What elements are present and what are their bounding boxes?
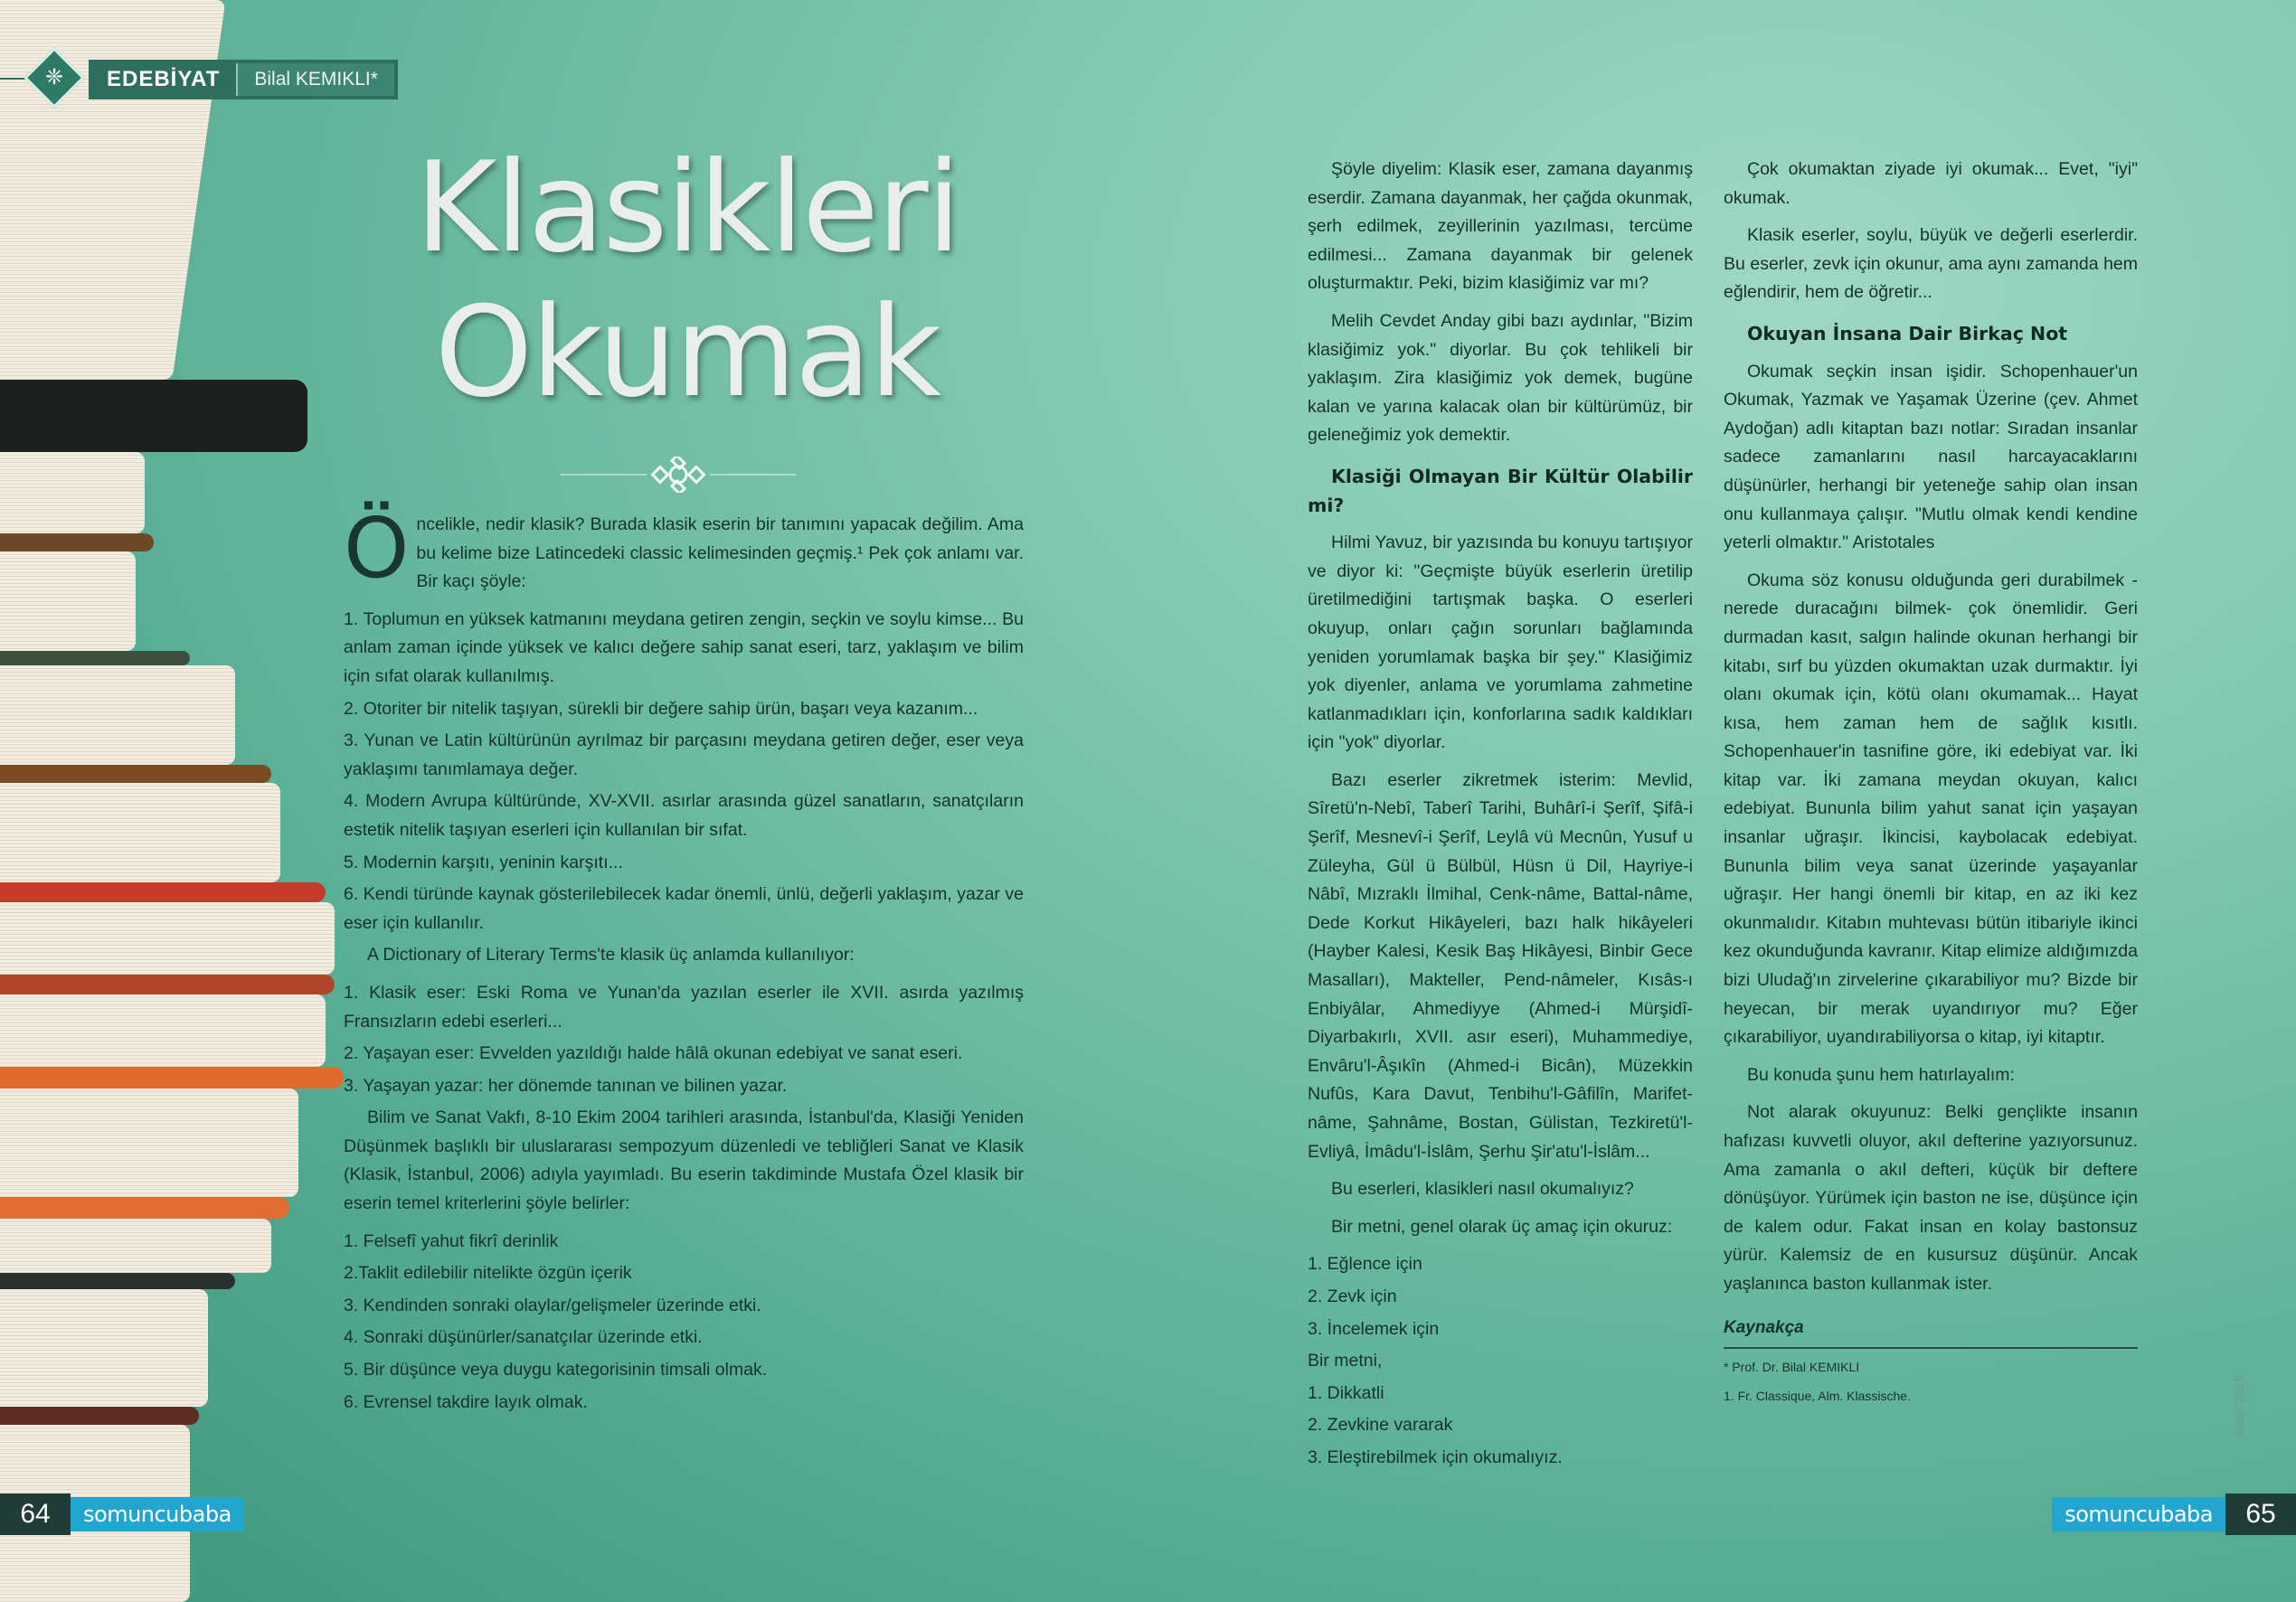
paragraph: Okuma söz konusu olduğunda geri durabilmek -nerede duracağını bilmek- çok önemlidir. Geri durmadan kasıt, salgın halinde okunan herhangi bir kitabı, sırf bu yüzden okumaktan uzak durmaktır. İyi olanı okumak için, kötü olanı okumamak... Hayat kısa, hem zaman hem de sağlık kısıtlı. Schopenhauer'in tasnifine göre, iki edebiyat var. İki kitap var. İki zamana meydan okuyan, kalıcı edebiyat. Bununla bilim yahut sanat için yaşayan insanlar uğraşır. İkincisi, kaybolacak edebiyat. Bununla bilim veya sanat üzerinde yaşayanlar uğraşır. Her hangi önemli bir kitap, en az iki kez okunmalıdır. Kitabın muhtevası bütün itibariyle ikinci kez okunduğunda kavranır. Kitap elimize aldığımızda bizi Uludağ'ın zirvelerine çıkarabiliyor mu? Bizde bir heyecan, bir merak uyandırıyor mu? Eğer çıkarabiliyor, uyandırabiliyorsa o kitap, iyi kitaptır.: [1724, 570, 2138, 1048]
column-right-page-1: [1308, 155, 1693, 1476]
paragraph: Hilmi Yavuz, bir yazısında bu konuyu tartışıyor ve diyor ki: "Geçmişte büyük eserlerin üretilip üretilmediğini tartışmak başka. O eserleri okuyup, onları çağın sorunları bağlamında yeniden yorumlamak başka bir şey." Klasiğimiz yok diyenler, anlama ve yorumlama zahmetine katlanmadıkları için, konforlarına sadık kaldıkları için "yok" diyorlar.: [1308, 532, 1693, 753]
list-item: 1. Eğlence için: [1308, 1254, 1422, 1275]
column-left-page: [344, 500, 1024, 1420]
subheading: Okuyan İnsana Dair Birkaç Not: [1747, 322, 2068, 344]
title-line-1: Klasikleri: [415, 135, 959, 280]
list-item: 3. Eleştirebilmek için okumalıyız.: [1308, 1447, 1563, 1467]
book-stack-image: [0, 0, 380, 1602]
footer-right: [2052, 1494, 2296, 1535]
author-footnote: * Prof. Dr. Bilal KEMIKLI: [1724, 1360, 1860, 1375]
list-item: 4. Sonraki düşünürler/sanatçılar üzerinde etki.: [344, 1327, 703, 1348]
list-item: 2.Taklit edilebilir nitelikte özgün içerik: [344, 1263, 632, 1284]
issue-date: aralık 2015: [2232, 1374, 2246, 1437]
paragraph: Okumak seçkin insan işidir. Schopenhauer'un Okumak, Yazmak ve Yaşamak Üzerine (çev. Ahmet Aydoğan) adlı kitaptan bazı notlar: Sıradan insanlar sadece zamanlarını nasıl harcayacaklarını düşünürler, herhangi bir yeteneğe sahip olan insan onu kullanmaya çalışır. "Mutlu olmak kendi kendine yeterli olmaktır." Aristotales: [1724, 361, 2138, 553]
paragraph: Bu konuda şunu hem hatırlayalım:: [1747, 1064, 2015, 1085]
list-item: 1. Felsefî yahut fikrî derinlik: [344, 1230, 559, 1251]
title-ornament-icon: [561, 457, 796, 493]
list-item: 2. Otoriter bir nitelik taşıyan, sürekli bir değere sahip ürün, başarı veya kazanım...: [344, 698, 978, 719]
paragraph: Bu eserleri, klasikleri nasıl okumalıyız?: [1331, 1179, 1634, 1200]
list-item: 2. Zevk için: [1308, 1286, 1397, 1306]
article-author: Bilal KEMIKLI*: [236, 63, 394, 96]
brand-logo-right: somuncubaba: [2052, 1497, 2225, 1531]
sources-title: Kaynakça: [1724, 1314, 2138, 1350]
title-line-2: Okumak: [434, 279, 940, 425]
intro-text: ncelikle, nedir klasik? Burada klasik eserin bir tanımını yapacak değilim. Ama bu kelime bize Latincedeki classic kelimesinden geçmiş.¹ Pek çok anlamı var. Bir kaçı şöyle:: [416, 514, 1024, 592]
list-item: 3. İncelemek için: [1308, 1318, 1440, 1339]
intro-paragraph: [344, 500, 1024, 597]
list-item: 5. Bir düşünce veya duygu kategorisinin timsali olmak.: [344, 1360, 768, 1381]
list-item: 2. Zevkine vararak: [1308, 1415, 1453, 1436]
page-number-right: 65: [2225, 1494, 2296, 1535]
section-category: EDEBİYAT: [107, 67, 221, 91]
list-item: 1. Toplumun en yüksek katmanını meydana getiren zengin, seçkin ve soylu kimse... Bu anlam zaman içinde yüksek ve kalıcı değere sahip sanat eseri, tarz, yaklaşım ve bilim için sıfat olarak kullanılmış.: [344, 608, 1024, 686]
dictionary-intro: A Dictionary of Literary Terms'te klasik üç anlamda kullanılıyor:: [367, 945, 855, 966]
brand-logo-left: somuncubaba: [71, 1497, 244, 1531]
paragraph: Not alarak okuyunuz: Belki gençlikte insanın hafızası kuvvetli oluyor, akıl defterine yazıyorsunuz. Ama zamanla o akıl defteri, küçük bir deftere dönüşüyor. Yürümek için baston ne ise, düşünce için de kalem odur. Fakat insan en kolay bastonsuz yürür. Kalemsiz de en kusursuz düşünür. Ancak yaşlanınca baston kullanmak ister.: [1724, 1102, 2138, 1294]
section-header: [89, 60, 398, 99]
list-item: 3. Yaşayan yazar: her dönemde tanınan ve bilinen yazar.: [344, 1075, 788, 1096]
page-number-left: 64: [0, 1494, 71, 1535]
list-item: 2. Yaşayan eser: Evvelden yazıldığı halde hâlâ okunan edebiyat ve sanat eseri.: [344, 1043, 963, 1064]
drop-cap: Ö: [344, 500, 410, 597]
paragraph: Bazı eserler zikretmek isterim: Mevlid, Sîretü'n-Nebî, Taberî Tarihi, Buhârî-i Şerîf, Şifâ-i Şerîf, Mesnevî-i Şerîf, Leylâ vü Mecnûn, Yusuf u Züleyha, Gül ü Bülbül, Hüsn ü Dil, Hayriye-i Nâbî, Mızraklı İlmihal, Cenk-nâme, Battal-nâme, Dede Korkut Hikâyeleri, bazı halk hikâyeleri (Hayber Kalesi, Kesik Baş Hikâyesi, Binbir Gece Masalları), Makteller, Pend-nâmeler, Kısâs-ı Enbiyâlar, Ahmediyye (Ahmed-i Mürşidî-Diyarbakırlı, XVII. asır eseri), Muhammediye, Envâru'l-Âşıkîn (Ahmed-i Bicân), Müzekkin Nufûs, Kara Davut, Tenbihu'l-Gâfilîn, Marifet-nâme, Şahnâme, Bostan, Gülistan, Tezkiretü'l-Evliyâ, İmâdu'l-İslâm, Şerhu Şir'atu'l-İslâm...: [1308, 769, 1693, 1162]
subheading: Klasiği Olmayan Bir Kültür Olabilir mi?: [1308, 465, 1693, 516]
article-title: [380, 136, 995, 425]
column-right-page-2: [1724, 155, 2138, 1407]
list-item: 6. Kendi türünde kaynak gösterilebilecek kadar önemli, ünlü, değerli yaklaşım, yazar ve eser için kullanılır.: [344, 884, 1024, 933]
paragraph: Bir metni, genel olarak üç amaç için okuruz:: [1331, 1216, 1673, 1237]
footnote: 1. Fr. Classique, Alm. Klassische.: [1724, 1389, 1911, 1404]
paragraph: Bir metni,: [1308, 1351, 1383, 1371]
list-item: 5. Modernin karşıtı, yeninin karşıtı...: [344, 852, 623, 872]
paragraph: Klasik eserler, soylu, büyük ve değerli eserlerdir. Bu eserler, zevk için okunur, ama aynı zamanda hem eğlendirir, hem de öğretir...: [1724, 225, 2138, 303]
paragraph: Melih Cevdet Anday gibi bazı aydınlar, "Bizim klasiğimiz yok." diyorlar. Bu çok tehlikeli bir yaklaşım. Zira klasiğimiz yok demek, bugüne kalan ve yarına kalacak olan bir kültürümüz, bir geleneğimiz yok demektir.: [1308, 310, 1693, 446]
paragraph: Şöyle diyelim: Klasik eser, zamana dayanmış eserdir. Zamana dayanmak, her çağda okunmak, şerh edilmek, zeyillerinin yazılması, tercüme edilmesi... Zamana dayanmak bir gelenek oluşturmaktır. Peki, bizim klasiğimiz var mı?: [1308, 159, 1693, 294]
list-item: 1. Dikkatli: [1308, 1382, 1384, 1403]
list-item: 6. Evrensel takdire layık olmak.: [344, 1391, 588, 1412]
list-item: 3. Yunan ve Latin kültürünün ayrılmaz bir parçasını meydana getiren değer, eser veya yaklaşımı tanımlamaya değer.: [344, 730, 1024, 779]
list-item: 4. Modern Avrupa kültüründe, XV-XVII. asırlar arasında güzel sanatların, sanatçıların estetik nitelik taşıyan eserleri için kullanılan bir sıfat.: [344, 791, 1024, 840]
list-item: 1. Klasik eser: Eski Roma ve Yunan'da yazılan eserler ile XVII. asırda yazılmış Fransızların edebi eserleri...: [344, 982, 1024, 1032]
symposium-paragraph: Bilim ve Sanat Vakfı, 8-10 Ekim 2004 tarihleri arasında, İstanbul'da, Klasiği Yeniden Düşünmek başlıklı bir uluslararası sempozyum düzenledi ve tebliğleri Sanat ve Klasik (Klasik, İstanbul, 2006) adıyla yayımladı. Bu eserin takdiminde Mustafa Özel klasik bir eserin temel kriterlerini şöyle belirler:: [344, 1107, 1024, 1214]
ornament-icon: ❈: [44, 65, 64, 90]
footer-left: [0, 1494, 244, 1535]
paragraph: Çok okumaktan ziyade iyi okumak... Evet, "iyi" okumak.: [1724, 159, 2138, 208]
list-item: 3. Kendinden sonraki olaylar/gelişmeler üzerinde etki.: [344, 1295, 761, 1315]
